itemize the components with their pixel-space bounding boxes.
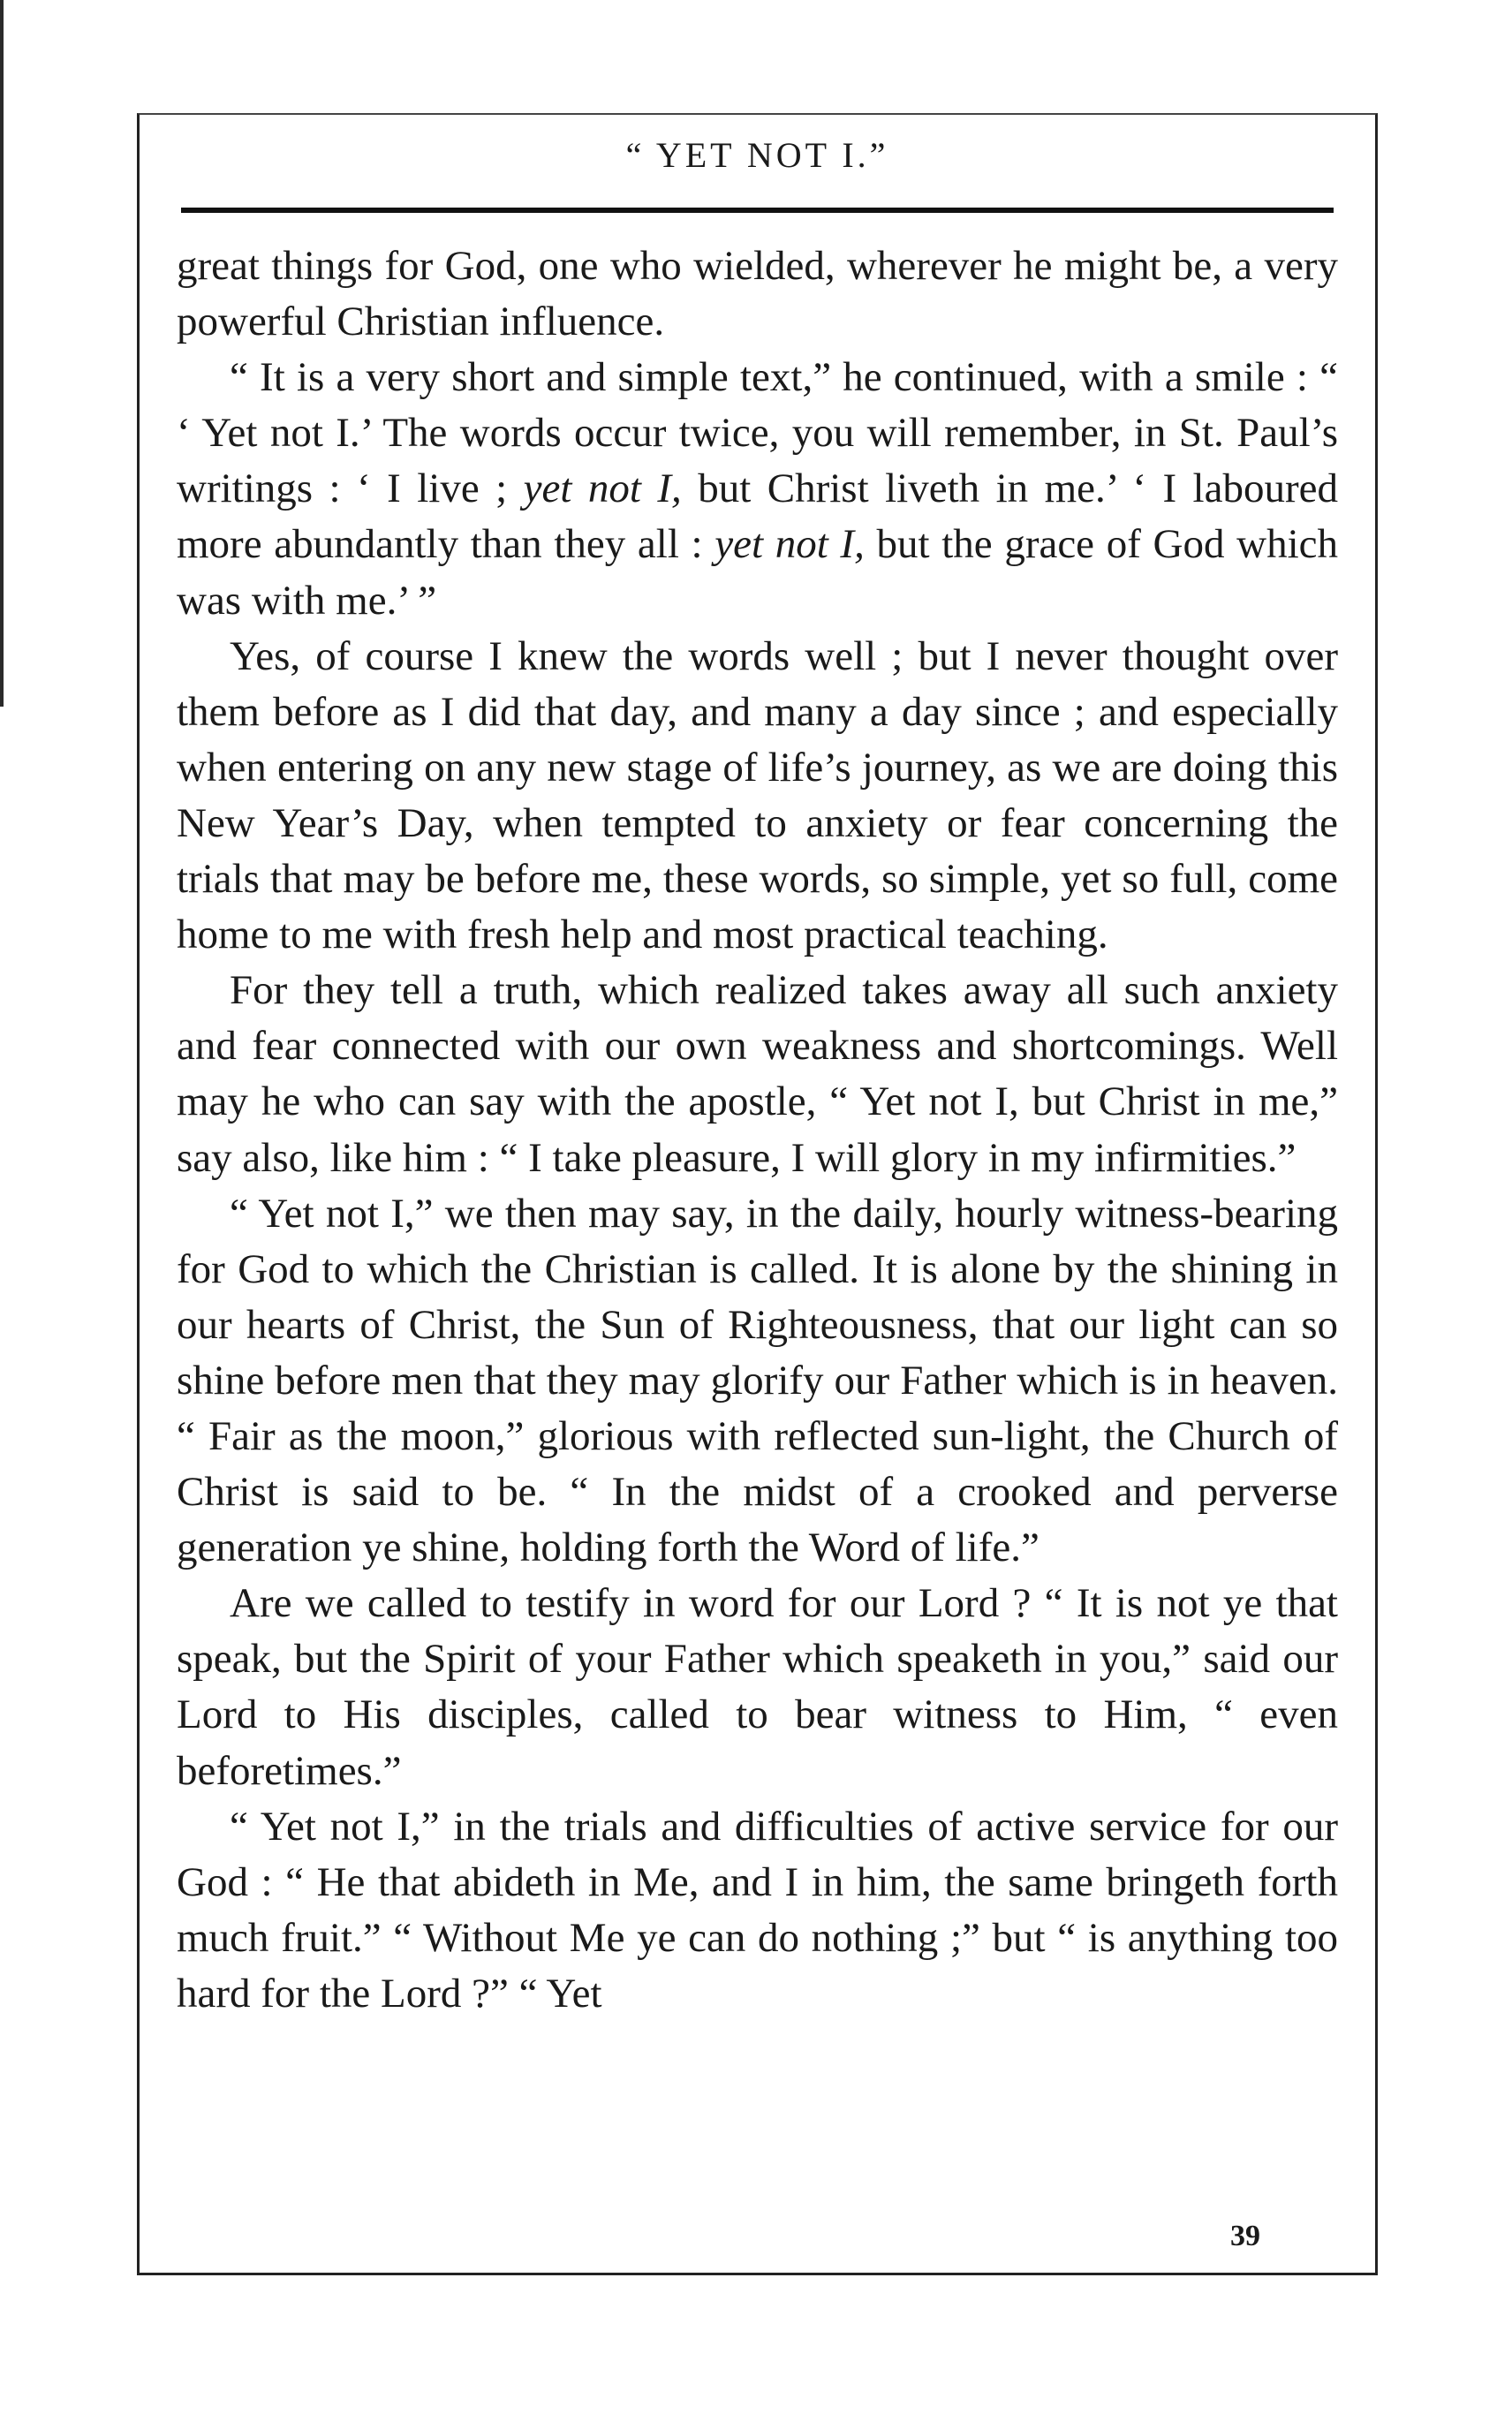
paragraph: Yes, of course I knew the words well ; but I never thought over them before as I did that day, and many a day since ; and especially when entering on any new stage of life’s journey, as we are doing this New Year’s Day, when tempted to anxiety or fear concerning the trials that may be before me, these words, so simple, yet so full, come home to me with fresh help and most practical teaching.	[177, 632, 1338, 958]
paragraph-segment: but the grace of God which was with me.’ ”	[177, 521, 1338, 624]
running-title: “ YET NOT I.”	[625, 135, 889, 175]
header-rule	[181, 208, 1334, 213]
page-frame	[137, 113, 1378, 2275]
paragraph-segment: “ It is a very short and simple text,” he continued, with a smile : “ ‘ Yet not I.’ The words occur twice, you will remember, in St. Paul’s writings : ‘ I live ;	[177, 354, 1338, 512]
paragraph: “ Yet not I,” in the trials and difficulties of active service for our God : “ He that abideth in Me, and I in him, the same bringeth forth much fruit.” “ Without Me ye can do nothing ;” but “ is anything too hard for the Lord ?” “ Yet	[177, 1803, 1338, 2017]
paragraph-text-quote	[177, 350, 1338, 628]
italic-phrase: yet not I,	[714, 521, 865, 568]
paragraph-segment: but Christ liveth in me.’ ‘ I laboured more abundantly than they all :	[177, 465, 1338, 568]
scan-edge-mark	[0, 0, 4, 707]
paragraph: “ Yet not I,” we then may say, in the daily, hourly witness-bearing for God to which the Christian is called. It is alone by the shining in our hearts of Christ, the Sun of Righteousness, that our light can so shine before men that they may glorify our Father which is in heaven. “ Fair as the moon,” glorious with reflected sun-light, the Church of Christ is said to be. “ In the midst of a crooked and perverse generation ye shine, holding forth the Word of life.”	[177, 1190, 1338, 1571]
page-number: 39	[1230, 2220, 1260, 2252]
paragraph-continued: great things for God, one who wielded, wherever he might be, a very powerful Christian influence.	[177, 243, 1338, 345]
paragraph: For they tell a truth, which realized takes away all such anxiety and fear connected with our own weakness and shortcomings. Well may he who can say with the apostle, “ Yet not I, but Christ in me,” say also, like him : “ I take pleasure, I will glory in my infirmities.”	[177, 967, 1338, 1181]
paragraph: Are we called to testify in word for our Lord ? “ It is not ye that speak, but the Spirit of your Father which speaketh in you,” said our Lord to His disciples, called to bear witness to Him, “ even beforetimes.”	[177, 1580, 1338, 1794]
body-text	[177, 238, 1338, 2022]
italic-phrase: yet not I,	[523, 465, 682, 512]
